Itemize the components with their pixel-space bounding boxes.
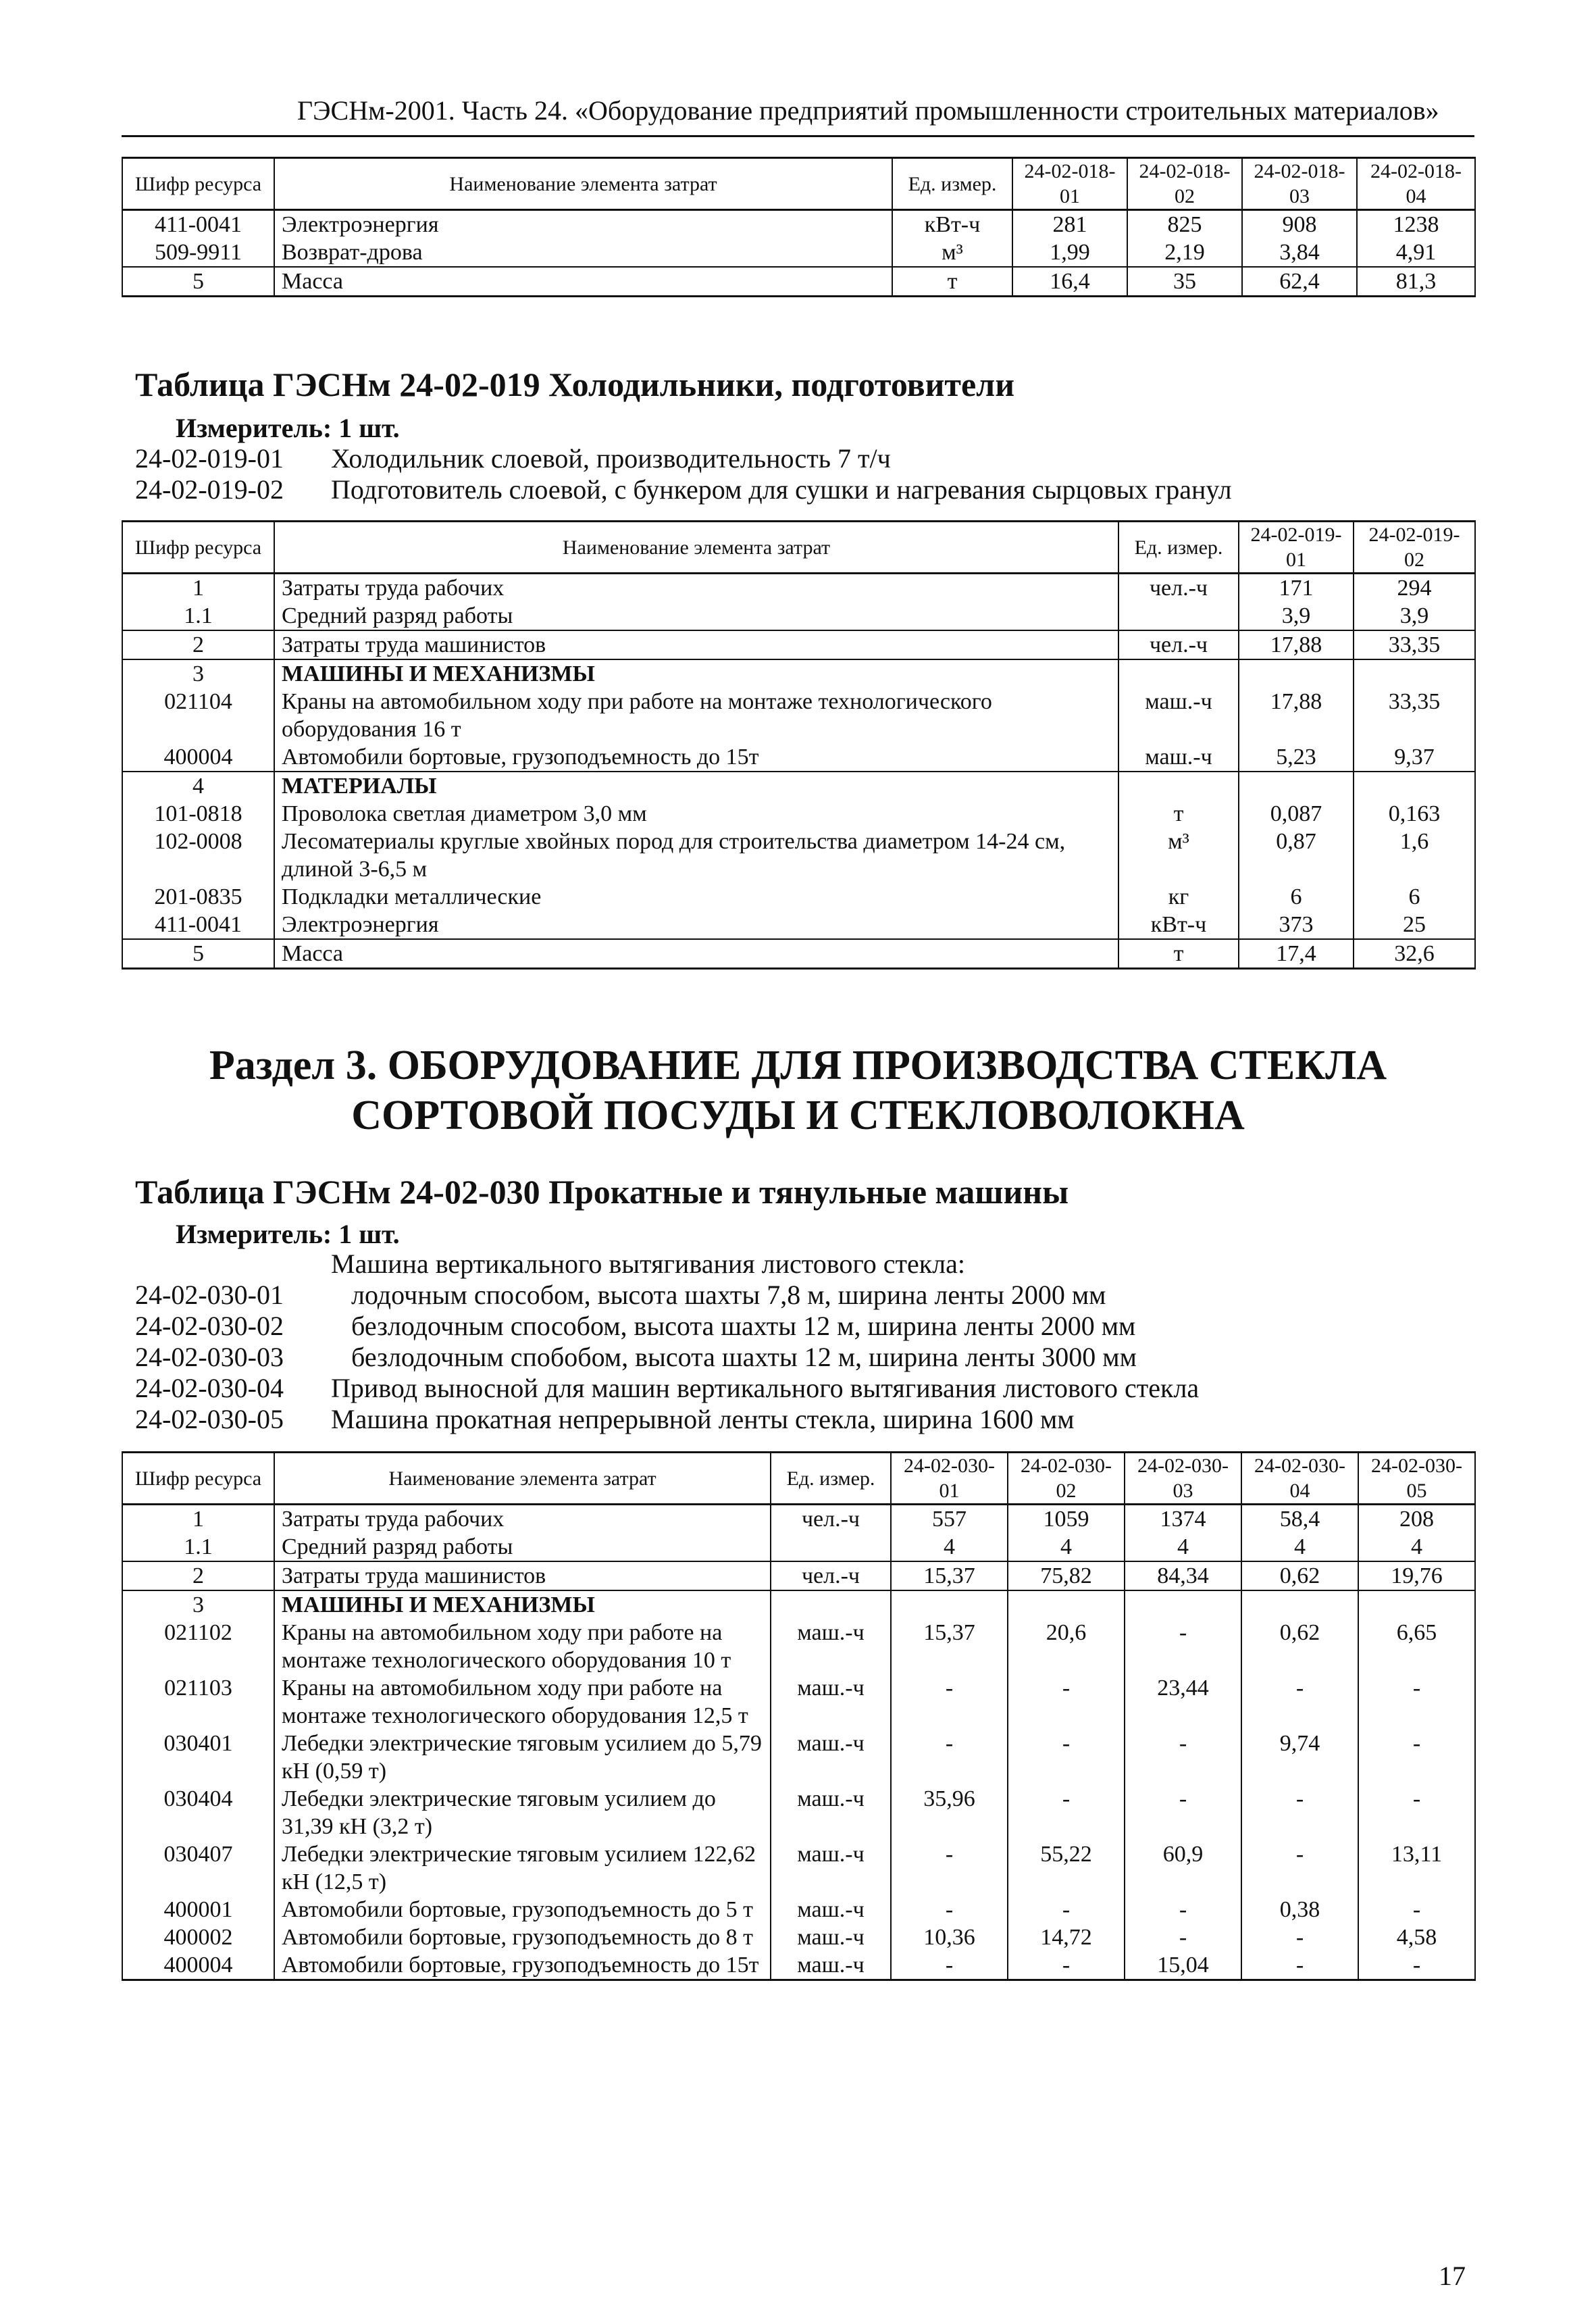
table-019-meter: Измеритель: 1 шт. — [176, 413, 400, 443]
table-row — [122, 1533, 1475, 1561]
cell: 15,04 — [1125, 1951, 1241, 1980]
cell: Лебедки электрические тяговым усилием до 5,79 кН (0,59 т) — [274, 1730, 771, 1785]
header-cell: 24-02-030-02 — [1008, 1453, 1125, 1505]
cell: - — [1241, 1840, 1358, 1896]
table-row — [122, 1730, 1475, 1785]
code-item — [135, 1280, 1199, 1311]
cell: 60,9 — [1125, 1840, 1241, 1896]
table-row — [122, 1923, 1475, 1951]
cell — [1118, 659, 1239, 688]
cell: - — [1008, 1896, 1125, 1923]
table-header-row — [122, 158, 1475, 210]
cell: чел.-ч — [1118, 630, 1239, 659]
cell: 3,84 — [1242, 238, 1357, 267]
code-group-heading — [135, 1249, 1199, 1280]
code-number: 24-02-019-02 — [135, 474, 284, 505]
cell: т — [892, 267, 1012, 297]
header-cell: 24-02-030-04 — [1241, 1453, 1358, 1505]
cell: - — [1358, 1730, 1475, 1785]
section-label: МАШИНЫ И МЕХАНИЗМЫ — [274, 1590, 771, 1619]
header-cell: Шифр ресурса — [122, 522, 274, 574]
table-row — [122, 210, 1475, 239]
table-row — [122, 1896, 1475, 1923]
cell: 557 — [891, 1505, 1008, 1534]
cell: 3 — [122, 1590, 274, 1619]
cell: - — [1358, 1674, 1475, 1730]
cell: 1238 — [1357, 210, 1475, 239]
code-number: 24-02-030-03 — [135, 1342, 284, 1372]
cell: 400004 — [122, 743, 274, 772]
cell: 825 — [1127, 210, 1242, 239]
table-header-row — [122, 1453, 1475, 1505]
cell — [1358, 1590, 1475, 1619]
cell: м³ — [1118, 828, 1239, 883]
cell: 25 — [1354, 911, 1475, 939]
cell: т — [1118, 800, 1239, 828]
header-cell: Ед. измер. — [892, 158, 1012, 210]
cell: 1 — [122, 574, 274, 603]
code-item — [135, 1373, 1199, 1404]
cell: 33,35 — [1354, 630, 1475, 659]
cell: Подкладки металлические — [274, 883, 1118, 911]
table-row — [122, 1619, 1475, 1674]
table-row — [122, 772, 1475, 800]
cell: Лебедки электрические тяговым усилием до 31,39 кН (3,2 т) — [274, 1785, 771, 1840]
cell: 55,22 — [1008, 1840, 1125, 1896]
cell: 35,96 — [891, 1785, 1008, 1840]
section-label: МАТЕРИАЛЫ — [274, 772, 1118, 800]
cell: 400002 — [122, 1923, 274, 1951]
cell: чел.-ч — [1118, 574, 1239, 603]
cell: м³ — [892, 238, 1012, 267]
header-cell: Наименование элемента затрат — [274, 522, 1118, 574]
cell: Возврат-дрова — [274, 238, 892, 267]
cell: 908 — [1242, 210, 1357, 239]
cell: Электроэнергия — [274, 911, 1118, 939]
cell: - — [1241, 1785, 1358, 1840]
cell: 021103 — [122, 1674, 274, 1730]
cell: 3,9 — [1354, 602, 1475, 630]
code-number: 24-02-030-05 — [135, 1404, 284, 1434]
cell: Автомобили бортовые, грузоподъемность до 5 т — [274, 1896, 771, 1923]
header-cell: 24-02-019-02 — [1354, 522, 1475, 574]
header-cell: 24-02-030-05 — [1358, 1453, 1475, 1505]
cell: 32,6 — [1354, 939, 1475, 969]
cell: 17,4 — [1239, 939, 1354, 969]
table-row — [122, 659, 1475, 688]
table-row — [122, 574, 1475, 603]
table-row — [122, 1951, 1475, 1980]
cell: 4 — [1125, 1533, 1241, 1561]
cell: 509-9911 — [122, 238, 274, 267]
cell: - — [1008, 1730, 1125, 1785]
cell: 400001 — [122, 1896, 274, 1923]
table-row — [122, 939, 1475, 969]
table-018 — [122, 157, 1476, 297]
table-row — [122, 238, 1475, 267]
cell: 9,37 — [1354, 743, 1475, 772]
cell: кВт-ч — [1118, 911, 1239, 939]
cell: маш.-ч — [771, 1674, 891, 1730]
cell: - — [891, 1840, 1008, 1896]
table-019-code-list — [135, 443, 1232, 505]
code-item — [135, 1311, 1199, 1342]
cell: Масса — [274, 267, 892, 297]
cell: маш.-ч — [771, 1896, 891, 1923]
cell: 208 — [1358, 1505, 1475, 1534]
cell: 1,99 — [1012, 238, 1127, 267]
cell: Автомобили бортовые, грузоподъемность до 15т — [274, 1951, 771, 1980]
section-heading-line: СОРТОВОЙ ПОСУДЫ И СТЕКЛОВОЛОКНА — [351, 1092, 1245, 1138]
cell: 16,4 — [1012, 267, 1127, 297]
cell: 0,62 — [1241, 1561, 1358, 1590]
cell: 5 — [122, 939, 274, 969]
code-number: 24-02-019-01 — [135, 443, 284, 474]
header-cell: Ед. измер. — [1118, 522, 1239, 574]
cell: 62,4 — [1242, 267, 1357, 297]
cell: 2 — [122, 1561, 274, 1590]
running-header: ГЭСНм-2001. Часть 24. «Оборудование предприятий промышленности строительных материалов» — [297, 95, 1439, 126]
cell: маш.-ч — [1118, 688, 1239, 743]
header-cell: Наименование элемента затрат — [274, 1453, 771, 1505]
table-019-title: Таблица ГЭСНм 24-02-019 Холодильники, подготовители — [135, 366, 1015, 403]
cell: 2,19 — [1127, 238, 1242, 267]
cell: чел.-ч — [771, 1505, 891, 1534]
cell: 58,4 — [1241, 1505, 1358, 1534]
cell — [1354, 659, 1475, 688]
header-cell: Ед. измер. — [771, 1453, 891, 1505]
cell: 17,88 — [1239, 688, 1354, 743]
cell: 23,44 — [1125, 1674, 1241, 1730]
table-row — [122, 1674, 1475, 1730]
code-item — [135, 474, 1232, 505]
table-030 — [122, 1451, 1476, 1981]
cell: Автомобили бортовые, грузоподъемность до 15т — [274, 743, 1118, 772]
cell: Средний разряд работы — [274, 602, 1118, 630]
cell: 0,163 — [1354, 800, 1475, 828]
cell: 0,62 — [1241, 1619, 1358, 1674]
cell: кг — [1118, 883, 1239, 911]
cell: 4 — [891, 1533, 1008, 1561]
cell — [891, 1590, 1008, 1619]
cell: 17,88 — [1239, 630, 1354, 659]
cell: - — [1008, 1951, 1125, 1980]
cell: 5 — [122, 267, 274, 297]
cell: чел.-ч — [771, 1561, 891, 1590]
table-row — [122, 1840, 1475, 1896]
cell: 101-0818 — [122, 800, 274, 828]
cell: 171 — [1239, 574, 1354, 603]
cell: 3 — [122, 659, 274, 688]
cell: 294 — [1354, 574, 1475, 603]
cell: 4 — [1008, 1533, 1125, 1561]
code-item — [135, 443, 1232, 474]
table-019 — [122, 520, 1476, 970]
cell: - — [1358, 1785, 1475, 1840]
cell: 0,87 — [1239, 828, 1354, 883]
cell: маш.-ч — [771, 1785, 891, 1840]
section-label: МАШИНЫ И МЕХАНИЗМЫ — [274, 659, 1118, 688]
code-description: безлодочным спобобом, высота шахты 12 м, ширина ленты 3000 мм — [351, 1342, 1137, 1372]
cell: 15,37 — [891, 1561, 1008, 1590]
code-number: 24-02-030-01 — [135, 1280, 284, 1310]
table-030-code-list — [135, 1249, 1199, 1435]
cell — [1118, 602, 1239, 630]
header-cell: 24-02-018-03 — [1242, 158, 1357, 210]
cell: маш.-ч — [771, 1730, 891, 1785]
code-description: безлодочным способом, высота шахты 12 м, ширина ленты 2000 мм — [351, 1311, 1136, 1341]
cell: 4,91 — [1357, 238, 1475, 267]
cell: 021102 — [122, 1619, 274, 1674]
cell: 201-0835 — [122, 883, 274, 911]
cell: маш.-ч — [771, 1840, 891, 1896]
cell: маш.-ч — [771, 1923, 891, 1951]
cell: - — [1241, 1923, 1358, 1951]
cell: - — [891, 1896, 1008, 1923]
cell: Лебедки электрические тяговым усилием 122,62 кН (12,5 т) — [274, 1840, 771, 1896]
cell: Лесоматериалы круглые хвойных пород для строительства диаметром 14-24 см, длиной 3-6,5 м — [274, 828, 1118, 883]
table-row — [122, 743, 1475, 772]
cell: 5,23 — [1239, 743, 1354, 772]
cell: 35 — [1127, 267, 1242, 297]
cell: Масса — [274, 939, 1118, 969]
header-divider — [122, 135, 1474, 137]
cell: 411-0041 — [122, 210, 274, 239]
cell: 4,58 — [1358, 1923, 1475, 1951]
cell: Затраты труда рабочих — [274, 1505, 771, 1534]
code-group-text: Машина вертикального вытягивания листового стекла: — [331, 1249, 966, 1279]
cell: - — [1241, 1951, 1358, 1980]
table-header-row — [122, 522, 1475, 574]
code-number: 24-02-030-02 — [135, 1311, 284, 1341]
cell: 021104 — [122, 688, 274, 743]
cell — [1008, 1590, 1125, 1619]
cell — [1239, 659, 1354, 688]
table-030-title: Таблица ГЭСНм 24-02-030 Прокатные и тянульные машины — [135, 1173, 1069, 1211]
cell: 6 — [1239, 883, 1354, 911]
code-item — [135, 1342, 1199, 1373]
cell: 102-0008 — [122, 828, 274, 883]
header-cell: Шифр ресурса — [122, 158, 274, 210]
header-cell: 24-02-030-01 — [891, 1453, 1008, 1505]
cell: 13,11 — [1358, 1840, 1475, 1896]
cell: - — [1241, 1674, 1358, 1730]
cell: 14,72 — [1008, 1923, 1125, 1951]
cell: - — [1125, 1785, 1241, 1840]
section-heading — [122, 1040, 1474, 1140]
table-row — [122, 828, 1475, 883]
cell: 0,38 — [1241, 1896, 1358, 1923]
header-cell: 24-02-030-03 — [1125, 1453, 1241, 1505]
cell: 1,6 — [1354, 828, 1475, 883]
cell: 1374 — [1125, 1505, 1241, 1534]
cell: т — [1118, 939, 1239, 969]
code-description: Привод выносной для машин вертикального вытягивания листового стекла — [331, 1373, 1200, 1403]
cell: 0,087 — [1239, 800, 1354, 828]
cell: Электроэнергия — [274, 210, 892, 239]
header-cell: 24-02-019-01 — [1239, 522, 1354, 574]
header-cell: 24-02-018-02 — [1127, 158, 1242, 210]
table-row — [122, 267, 1475, 297]
cell: 9,74 — [1241, 1730, 1358, 1785]
cell: 1.1 — [122, 602, 274, 630]
table-030-meter: Измеритель: 1 шт. — [176, 1219, 400, 1249]
cell: 1.1 — [122, 1533, 274, 1561]
table-row — [122, 800, 1475, 828]
table-row — [122, 630, 1475, 659]
cell: 030404 — [122, 1785, 274, 1840]
cell: Автомобили бортовые, грузоподъемность до 8 т — [274, 1923, 771, 1951]
header-cell: Шифр ресурса — [122, 1453, 274, 1505]
cell: - — [891, 1730, 1008, 1785]
cell: 373 — [1239, 911, 1354, 939]
cell: Краны на автомобильном ходу при работе на монтаже технологического оборудования 10 т — [274, 1619, 771, 1674]
code-description: лодочным способом, высота шахты 7,8 м, ширина ленты 2000 мм — [351, 1280, 1106, 1310]
cell: 1 — [122, 1505, 274, 1534]
cell: 19,76 — [1358, 1561, 1475, 1590]
cell: - — [1125, 1730, 1241, 1785]
cell: 20,6 — [1008, 1619, 1125, 1674]
header-cell: 24-02-018-01 — [1012, 158, 1127, 210]
cell: 84,34 — [1125, 1561, 1241, 1590]
cell: 4 — [1241, 1533, 1358, 1561]
section-heading-line: Раздел 3. ОБОРУДОВАНИЕ ДЛЯ ПРОИЗВОДСТВА СТЕКЛА — [209, 1042, 1387, 1088]
cell — [771, 1590, 891, 1619]
cell: - — [1008, 1785, 1125, 1840]
cell: - — [1125, 1923, 1241, 1951]
cell: маш.-ч — [1118, 743, 1239, 772]
cell: 411-0041 — [122, 911, 274, 939]
cell: 75,82 — [1008, 1561, 1125, 1590]
cell: 281 — [1012, 210, 1127, 239]
cell: Затраты труда машинистов — [274, 630, 1118, 659]
cell — [1241, 1590, 1358, 1619]
table-row — [122, 1505, 1475, 1534]
table-row — [122, 1590, 1475, 1619]
page-number: 17 — [1439, 2261, 1466, 2291]
cell: 030401 — [122, 1730, 274, 1785]
cell: 2 — [122, 630, 274, 659]
cell: 6,65 — [1358, 1619, 1475, 1674]
cell: 33,35 — [1354, 688, 1475, 743]
cell — [1354, 772, 1475, 800]
cell: - — [1125, 1896, 1241, 1923]
cell: - — [1125, 1619, 1241, 1674]
cell: 4 — [122, 772, 274, 800]
cell — [1118, 772, 1239, 800]
cell: Затраты труда машинистов — [274, 1561, 771, 1590]
cell: Проволока светлая диаметром 3,0 мм — [274, 800, 1118, 828]
cell: 4 — [1358, 1533, 1475, 1561]
cell: - — [1008, 1674, 1125, 1730]
table-row — [122, 911, 1475, 939]
code-description: Холодильник слоевой, производительность 7 т/ч — [331, 443, 891, 474]
cell: маш.-ч — [771, 1619, 891, 1674]
table-row — [122, 688, 1475, 743]
cell: - — [891, 1674, 1008, 1730]
cell: 81,3 — [1357, 267, 1475, 297]
cell: 400004 — [122, 1951, 274, 1980]
cell: Затраты труда рабочих — [274, 574, 1118, 603]
header-cell: Наименование элемента затрат — [274, 158, 892, 210]
cell — [1125, 1590, 1241, 1619]
table-row — [122, 1785, 1475, 1840]
cell: - — [1358, 1896, 1475, 1923]
code-description: Подготовитель слоевой, с бункером для сушки и нагревания сырцовых гранул — [331, 474, 1232, 505]
cell: - — [1358, 1951, 1475, 1980]
cell: 1059 — [1008, 1505, 1125, 1534]
cell: 030407 — [122, 1840, 274, 1896]
cell: 3,9 — [1239, 602, 1354, 630]
cell: 15,37 — [891, 1619, 1008, 1674]
cell: Средний разряд работы — [274, 1533, 771, 1561]
cell: кВт-ч — [892, 210, 1012, 239]
code-number: 24-02-030-04 — [135, 1373, 284, 1403]
table-row — [122, 883, 1475, 911]
cell — [1239, 772, 1354, 800]
cell: 10,36 — [891, 1923, 1008, 1951]
code-item — [135, 1404, 1199, 1435]
cell: маш.-ч — [771, 1951, 891, 1980]
cell: Краны на автомобильном ходу при работе на монтаже технологического оборудования 16 т — [274, 688, 1118, 743]
cell: 6 — [1354, 883, 1475, 911]
code-description: Машина прокатная непрерывной ленты стекла, ширина 1600 мм — [331, 1404, 1075, 1434]
header-cell: 24-02-018-04 — [1357, 158, 1475, 210]
cell: - — [891, 1951, 1008, 1980]
cell — [771, 1533, 891, 1561]
cell: Краны на автомобильном ходу при работе на монтаже технологического оборудования 12,5 т — [274, 1674, 771, 1730]
table-row — [122, 602, 1475, 630]
table-row — [122, 1561, 1475, 1590]
